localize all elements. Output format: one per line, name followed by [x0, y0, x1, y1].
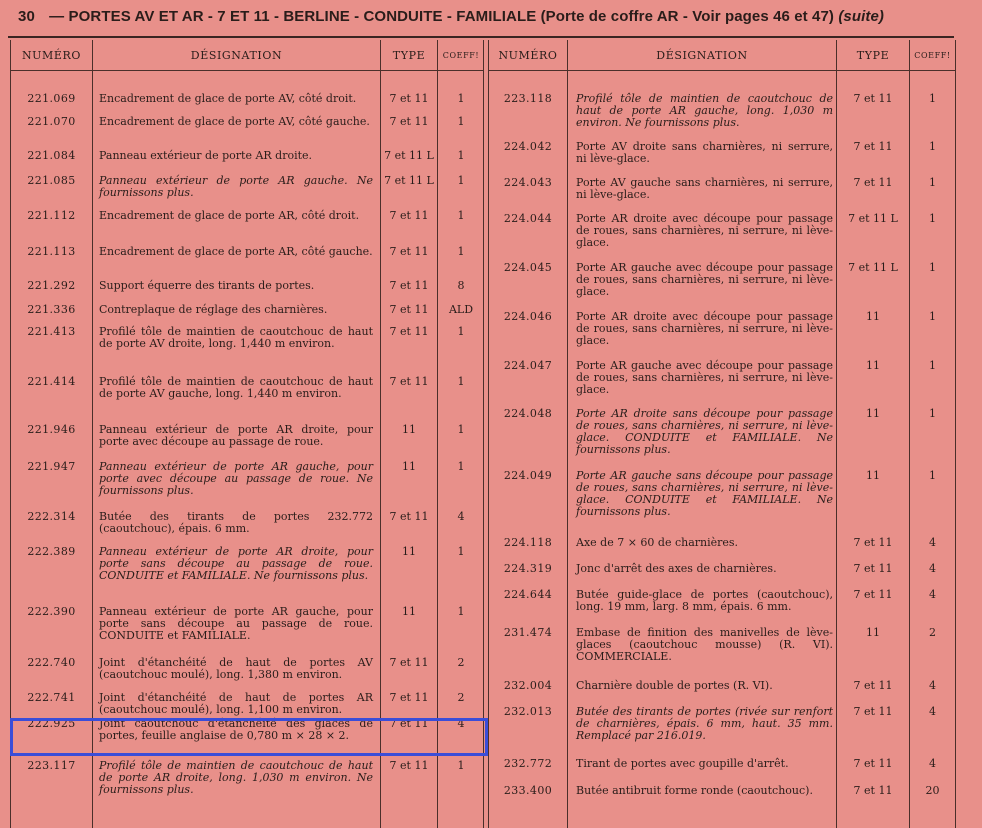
part-type: 7 et 11 [389, 759, 429, 772]
part-type: 7 et 11 [389, 656, 429, 669]
part-designation: Tirant de portes avec goupille d'arrêt. [576, 757, 789, 770]
part-designation: Butée antibruit forme ronde (caoutchouc). [576, 784, 813, 797]
part-coeff: 1 [457, 149, 465, 162]
part-number: 221.112 [27, 209, 76, 222]
part-coeff: 8 [457, 279, 465, 292]
part-type: 7 et 11 [853, 705, 893, 718]
part-type: 7 et 11 [853, 588, 893, 601]
part-coeff: 1 [457, 209, 465, 222]
part-designation: Profilé tôle de maintien de caoutchouc de haut de porte AV gauche, long. 1,440 m environ. [99, 375, 373, 400]
part-number: 223.117 [27, 759, 76, 772]
part-coeff: 1 [457, 92, 465, 105]
part-coeff: 20 [925, 784, 940, 797]
part-coeff: 1 [457, 423, 465, 436]
part-number: 221.414 [27, 375, 76, 388]
page-title-suite: (suite) [838, 8, 885, 25]
part-number: 222.741 [27, 691, 76, 704]
part-coeff: 4 [929, 588, 936, 601]
part-coeff: 4 [929, 757, 936, 770]
part-number: 221.070 [27, 115, 76, 128]
col-header-type-left: TYPE [381, 40, 437, 71]
part-type: 7 et 11 L [384, 149, 434, 162]
part-coeff: 1 [929, 359, 936, 372]
part-coeff: 1 [929, 407, 936, 420]
col-header-coeff-left: COEFF! [438, 40, 484, 71]
part-type: 7 et 11 [389, 209, 429, 222]
part-type: 7 et 11 [389, 279, 429, 292]
part-number: 224.044 [503, 212, 553, 225]
part-designation: Butée des tirants de portes (rivée sur renfort de charnières, épais. 6 mm, haut. 35 mm. Remplacé par 216.019. [576, 705, 833, 742]
part-designation: Joint d'étanchéité de haut de portes AR (caoutchouc moulé), long. 1,100 m environ. [99, 691, 373, 716]
part-designation: Charnière double de portes (R. VI). [576, 679, 773, 692]
part-designation: Panneau extérieur de porte AR droite, pour porte avec découpe au passage de roue. [99, 423, 373, 448]
part-coeff: 2 [457, 656, 465, 669]
part-number: 233.400 [503, 784, 553, 797]
part-designation: Porte AR droite sans découpe pour passage de roues, sans charnières, ni serrure, ni lève-glace. CONDUITE et FAMILIALE. Ne fournissons plus. [576, 407, 833, 456]
part-designation: Jonc d'arrêt des axes de charnières. [576, 562, 777, 575]
part-type: 7 et 11 [389, 717, 429, 730]
part-type: 7 et 11 [853, 679, 893, 692]
part-type: 7 et 11 [853, 784, 893, 797]
part-coeff: 1 [929, 92, 936, 105]
part-number: 223.118 [503, 92, 553, 105]
col-header-coeff-right: COEFF! [910, 40, 955, 71]
part-designation: Porte AR droite avec découpe pour passage de roues, sans charnières, ni serrure, ni lève-glace. [576, 212, 833, 249]
part-designation: Panneau extérieur de porte AR droite, pour porte sans découpe au passage de roue. CONDUITE et FAMILIALE. Ne fournissons plus. [99, 545, 373, 582]
part-type: 7 et 11 [389, 92, 429, 105]
part-number: 221.085 [27, 174, 76, 187]
col-header-type-right: TYPE [837, 40, 909, 71]
part-designation: Butée guide-glace de portes (caoutchouc), long. 19 mm, larg. 8 mm, épais. 6 mm. [576, 588, 833, 613]
part-designation: Axe de 7 × 60 de charnières. [576, 536, 739, 549]
part-number: 224.047 [503, 359, 553, 372]
part-coeff: 1 [457, 460, 465, 473]
part-number: 221.292 [27, 279, 76, 292]
part-number: 221.113 [27, 245, 76, 258]
part-number: 221.336 [27, 303, 76, 316]
page-title: — PORTES AV ET AR - 7 ET 11 - BERLINE - CONDUITE - FAMILIALE (Porte de coffre AR - Voir pages 46 et 47) [49, 8, 835, 25]
part-type: 11 [866, 469, 880, 482]
part-coeff: 1 [457, 245, 465, 258]
part-designation: Porte AR gauche avec découpe pour passage de roues, sans charnières, ni serrure, ni lève-glace. [576, 359, 833, 396]
part-type: 7 et 11 [853, 757, 893, 770]
part-number: 221.947 [27, 460, 76, 473]
part-type: 11 [866, 626, 880, 639]
part-coeff: 2 [929, 626, 936, 639]
part-designation: Porte AV droite sans charnières, ni serrure, ni lève-glace. [576, 140, 833, 165]
part-coeff: 4 [929, 562, 936, 575]
part-coeff: 1 [457, 759, 465, 772]
part-type: 7 et 11 [853, 140, 893, 153]
part-type: 7 et 11 [389, 115, 429, 128]
part-coeff: 4 [929, 679, 936, 692]
part-type: 7 et 11 [853, 562, 893, 575]
part-type: 7 et 11 [853, 92, 893, 105]
part-type: 11 [866, 359, 880, 372]
part-type: 7 et 11 [853, 536, 893, 549]
part-designation: Profilé tôle de maintien de caoutchouc de haut de porte AR droite, long. 1,030 m environ. Ne fournissons plus. [99, 759, 373, 796]
part-type: 7 et 11 [389, 325, 429, 338]
part-designation: Profilé tôle de maintien de caoutchouc de haut de porte AV droite, long. 1,440 m environ. [99, 325, 373, 350]
part-number: 232.004 [503, 679, 553, 692]
part-coeff: 1 [457, 115, 465, 128]
part-type: 11 [402, 545, 416, 558]
part-designation: Porte AV gauche sans charnières, ni serrure, ni lève-glace. [576, 176, 833, 201]
part-type: 11 [402, 460, 416, 473]
part-designation: Support équerre des tirants de portes. [99, 279, 315, 292]
part-designation: Encadrement de glace de porte AV, côté gauche. [99, 115, 370, 128]
part-type: 11 [402, 423, 416, 436]
part-designation: Profilé tôle de maintien de caoutchouc de haut de porte AR gauche, long. 1,030 m environ. Ne fournissons plus. [576, 92, 833, 129]
part-coeff: 1 [929, 140, 936, 153]
part-number: 221.084 [27, 149, 76, 162]
part-coeff: 1 [929, 261, 936, 274]
part-number: 224.045 [503, 261, 553, 274]
part-coeff: 1 [457, 545, 465, 558]
part-designation: Embase de finition des manivelles de lève-glaces (caoutchouc mousse) (R. VI). COMMERCIALE. [576, 626, 833, 663]
part-number: 224.118 [503, 536, 553, 549]
col-header-designation-right: DÉSIGNATION [568, 40, 836, 71]
part-type: 7 et 11 [389, 303, 429, 316]
part-type: 7 et 11 [389, 245, 429, 258]
part-type: 7 et 11 L [848, 212, 898, 225]
part-designation: Panneau extérieur de porte AR droite. [99, 149, 313, 162]
part-type: 7 et 11 [389, 510, 429, 523]
part-number: 224.046 [503, 310, 553, 323]
part-designation: Encadrement de glace de porte AV, côté droit. [99, 92, 357, 105]
part-type: 7 et 11 L [848, 261, 898, 274]
part-designation: Joint d'étanchéité de haut de portes AV (caoutchouc moulé), long. 1,380 m environ. [99, 656, 373, 681]
part-designation: Porte AR droite avec découpe pour passage de roues, sans charnières, ni serrure, ni lève-glace. [576, 310, 833, 347]
column-divider [92, 40, 93, 828]
part-designation: Butée des tirants de portes 232.772 (caoutchouc), épais. 6 mm. [99, 510, 373, 535]
part-designation: Panneau extérieur de porte AR gauche, pour porte avec découpe au passage de roue. Ne fournissons plus. [99, 460, 373, 497]
part-number: 221.946 [27, 423, 76, 436]
part-coeff: 1 [457, 605, 465, 618]
part-designation: Encadrement de glace de porte AR, côté gauche. [99, 245, 373, 258]
part-type: 7 et 11 L [384, 174, 434, 187]
part-type: 11 [866, 310, 880, 323]
col-header-numero-right: NUMÉRO [489, 40, 567, 71]
part-coeff: 1 [929, 176, 936, 189]
part-coeff: 1 [929, 310, 936, 323]
part-number: 231.474 [503, 626, 553, 639]
col-header-designation-left: DÉSIGNATION [93, 40, 380, 71]
part-type: 11 [402, 605, 416, 618]
part-type: 11 [866, 407, 880, 420]
part-coeff: 1 [457, 174, 465, 187]
part-number: 222.314 [27, 510, 76, 523]
part-coeff: 4 [457, 717, 465, 730]
part-number: 224.644 [503, 588, 553, 601]
part-number: 221.069 [27, 92, 76, 105]
part-coeff: 4 [929, 705, 936, 718]
part-coeff: 1 [929, 212, 936, 225]
part-number: 232.772 [503, 757, 553, 770]
part-number: 222.925 [27, 717, 76, 730]
part-number: 222.390 [27, 605, 76, 618]
part-type: 7 et 11 [389, 375, 429, 388]
page-header [18, 8, 968, 32]
part-coeff: 1 [457, 325, 465, 338]
part-designation: Joint caoutchouc d'étanchéité des glaces de portes, feuille anglaise de 0,780 m × 28 × 2. [99, 717, 373, 742]
part-type: 7 et 11 [389, 691, 429, 704]
part-number: 221.413 [27, 325, 76, 338]
header-rule [8, 36, 954, 38]
column-divider [567, 40, 568, 828]
part-designation: Contreplaque de réglage des charnières. [99, 303, 328, 316]
part-designation: Panneau extérieur de porte AR gauche, pour porte sans découpe au passage de roue. CONDUITE et FAMILIALE. [99, 605, 373, 642]
part-number: 222.389 [27, 545, 76, 558]
part-coeff: 2 [457, 691, 465, 704]
part-type: 7 et 11 [853, 176, 893, 189]
part-number: 224.042 [503, 140, 553, 153]
part-number: 224.048 [503, 407, 553, 420]
col-header-numero-left: NUMÉRO [11, 40, 92, 71]
part-number: 224.043 [503, 176, 553, 189]
part-number: 224.319 [503, 562, 553, 575]
parts-table [10, 40, 956, 828]
part-coeff: 1 [457, 375, 465, 388]
part-number: 232.013 [503, 705, 553, 718]
row-highlight-box [10, 718, 488, 756]
part-coeff: 4 [929, 536, 936, 549]
part-designation: Panneau extérieur de porte AR gauche. Ne fournissons plus. [99, 174, 373, 199]
part-designation: Porte AR gauche avec découpe pour passage de roues, sans charnières, ni serrure, ni lève-glace. [576, 261, 833, 298]
part-coeff: 4 [457, 510, 465, 523]
part-coeff: 1 [929, 469, 936, 482]
part-designation: Encadrement de glace de porte AR, côté droit. [99, 209, 360, 222]
part-designation: Porte AR gauche sans découpe pour passage de roues, sans charnières, ni serrure, ni lève-glace. CONDUITE et FAMILIALE. Ne fournissons plus. [576, 469, 833, 518]
part-number: 224.049 [503, 469, 553, 482]
page-number: 30 [18, 8, 35, 25]
part-coeff: ALD [448, 303, 474, 316]
part-number: 222.740 [27, 656, 76, 669]
